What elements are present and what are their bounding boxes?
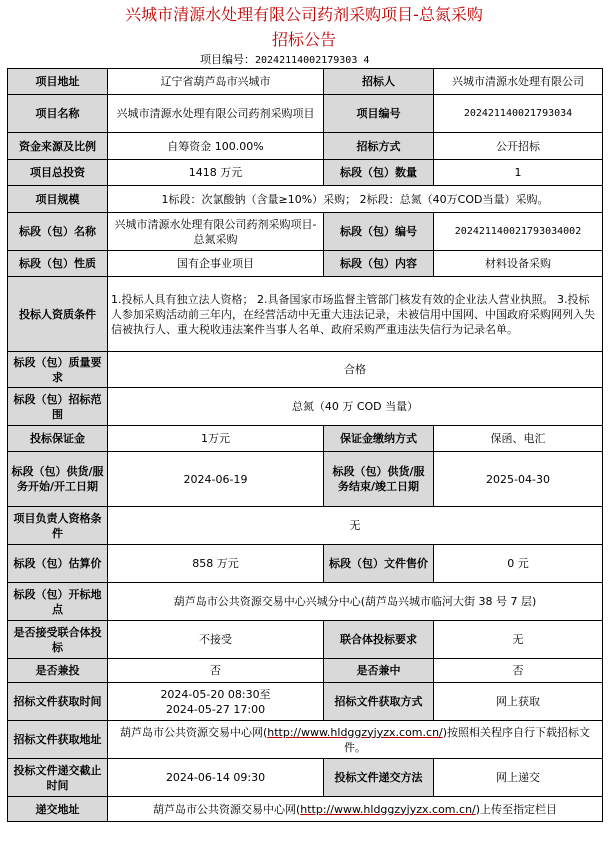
field-value: 公开招标 [434,133,603,160]
project-code-label: 项目编号： [200,53,255,66]
field-value: 1万元 [108,426,324,452]
field-value: 兴城市清源水处理有限公司 [434,69,603,95]
field-label: 招标方式 [324,133,434,160]
field-label: 递交地址 [8,797,108,822]
field-label: 项目规模 [8,186,108,213]
field-value: 1.投标人具有独立法人资格； 2.具备国家市场监督主管部门核发有效的企业法人营业执照。 3.投标人参加采购活动前三年内，在经营活动中无重大违法记录，未被信用中国网、中国政府采购网列入失信被执行人、重大税收违法案件当事人名单、政府采购严重违法失信行为记录名单。 [108,277,603,352]
table-row [8,583,603,621]
field-value: 葫芦岛市公共资源交易中心兴城分中心(葫芦岛兴城市临河大街 38 号 7 层) [108,583,603,621]
address-text: 葫芦岛市公共资源交易中心网( [119,725,268,739]
field-value: 否 [108,659,324,683]
field-value [108,797,603,822]
field-value: 自筹资金 100.00% [108,133,324,160]
field-label: 项目地址 [8,69,108,95]
table-row [8,507,603,545]
field-label: 项目总投资 [8,160,108,186]
table-row [8,352,603,388]
field-value: 保函、电汇 [434,426,603,452]
table-row [8,186,603,213]
table-row [8,759,603,797]
address-text-tail: )上传至指定栏目 [475,802,558,816]
project-code-line [0,53,608,67]
notice-title-line2: 招标公告 [271,30,336,49]
field-label: 标段（包）供货/服务开始/开工日期 [8,452,108,507]
table-row [8,69,603,95]
field-label: 项目名称 [8,95,108,133]
field-label: 标段（包）数量 [324,160,434,186]
field-label: 招标人 [324,69,434,95]
field-value: 1 [434,160,603,186]
field-label: 是否接受联合体投标 [8,621,108,659]
table-row [8,95,603,133]
field-value: 网上递交 [434,759,603,797]
acquire-time-end: 2024-05-27 17:00 [165,702,266,716]
field-label: 标段（包）估算价 [8,545,108,583]
field-value: 1标段：次氯酸钠（含量≥10%）采购； 2标段：总氮（40万COD当量）采购。 [108,186,603,213]
table-row [8,133,603,160]
field-value: 无 [108,507,603,545]
field-value: 858 万元 [108,545,324,583]
field-label: 标段（包）文件售价 [324,545,434,583]
field-value [108,721,603,759]
field-value: 202421140021793034002 [434,213,603,251]
field-label: 标段（包）名称 [8,213,108,251]
field-label: 保证金缴纳方式 [324,426,434,452]
field-label: 标段（包）编号 [324,213,434,251]
address-text-tail: )按照相关程序自行下载招标文件。 [344,725,591,754]
table-row [8,545,603,583]
field-value: 否 [434,659,603,683]
table-row [8,621,603,659]
field-label: 投标文件递交截止时间 [8,759,108,797]
field-value: 2025-04-30 [434,452,603,507]
field-label: 招标文件获取地址 [8,721,108,759]
field-value: 2024-06-14 09:30 [108,759,324,797]
field-label: 标段（包）供货/服务结束/竣工日期 [324,452,434,507]
field-value: 国有企事业项目 [108,251,324,277]
field-value: 辽宁省葫芦岛市兴城市 [108,69,324,95]
field-label: 招标文件获取时间 [8,683,108,721]
field-label: 标段（包）开标地点 [8,583,108,621]
field-value: 合格 [108,352,603,388]
field-value: 1418 万元 [108,160,324,186]
field-value: 2024-06-19 [108,452,324,507]
table-row [8,452,603,507]
notice-title-line1: 兴城市清源水处理有限公司药剂采购项目-总氮采购 [125,5,483,24]
address-text: 葫芦岛市公共资源交易中心网( [152,802,301,816]
field-value: 兴城市清源水处理有限公司药剂采购项目-总氮采购 [108,213,324,251]
field-value [108,683,324,721]
website-link[interactable]: http://www.hldggzyjyzx.com.cn/ [300,802,476,816]
field-label: 投标文件递交方法 [324,759,434,797]
field-label: 联合体投标要求 [324,621,434,659]
acquire-time-start: 2024-05-20 08:30至 [160,687,271,701]
field-label: 项目负责人资格条件 [8,507,108,545]
table-row [8,797,603,822]
field-label: 标段（包）招标范围 [8,388,108,426]
field-label: 资金来源及比例 [8,133,108,160]
field-label: 是否兼中 [324,659,434,683]
field-label: 标段（包）内容 [324,251,434,277]
field-label: 标段（包）质量要求 [8,352,108,388]
table-row [8,721,603,759]
project-code-value: 20242114002179303 4 [255,55,370,66]
field-value: 总氮（40 万 COD 当量） [108,388,603,426]
field-value: 0 元 [434,545,603,583]
table-row [8,160,603,186]
field-value: 兴城市清源水处理有限公司药剂采购项目 [108,95,324,133]
field-value: 不接受 [108,621,324,659]
field-value: 网上获取 [434,683,603,721]
field-label: 标段（包）性质 [8,251,108,277]
table-row [8,426,603,452]
tender-info-table [7,68,603,822]
website-link[interactable]: http://www.hldggzyjyzx.com.cn/ [267,725,443,739]
table-row [8,683,603,721]
table-row [8,213,603,251]
table-row [8,659,603,683]
field-label: 招标文件获取方式 [324,683,434,721]
table-row [8,277,603,352]
field-value: 无 [434,621,603,659]
field-label: 是否兼投 [8,659,108,683]
table-row [8,388,603,426]
table-row [8,251,603,277]
field-value: 材料设备采购 [434,251,603,277]
field-label: 投标保证金 [8,426,108,452]
field-label: 项目编号 [324,95,434,133]
field-value: 202421140021793034 [434,95,603,133]
field-label: 投标人资质条件 [8,277,108,352]
